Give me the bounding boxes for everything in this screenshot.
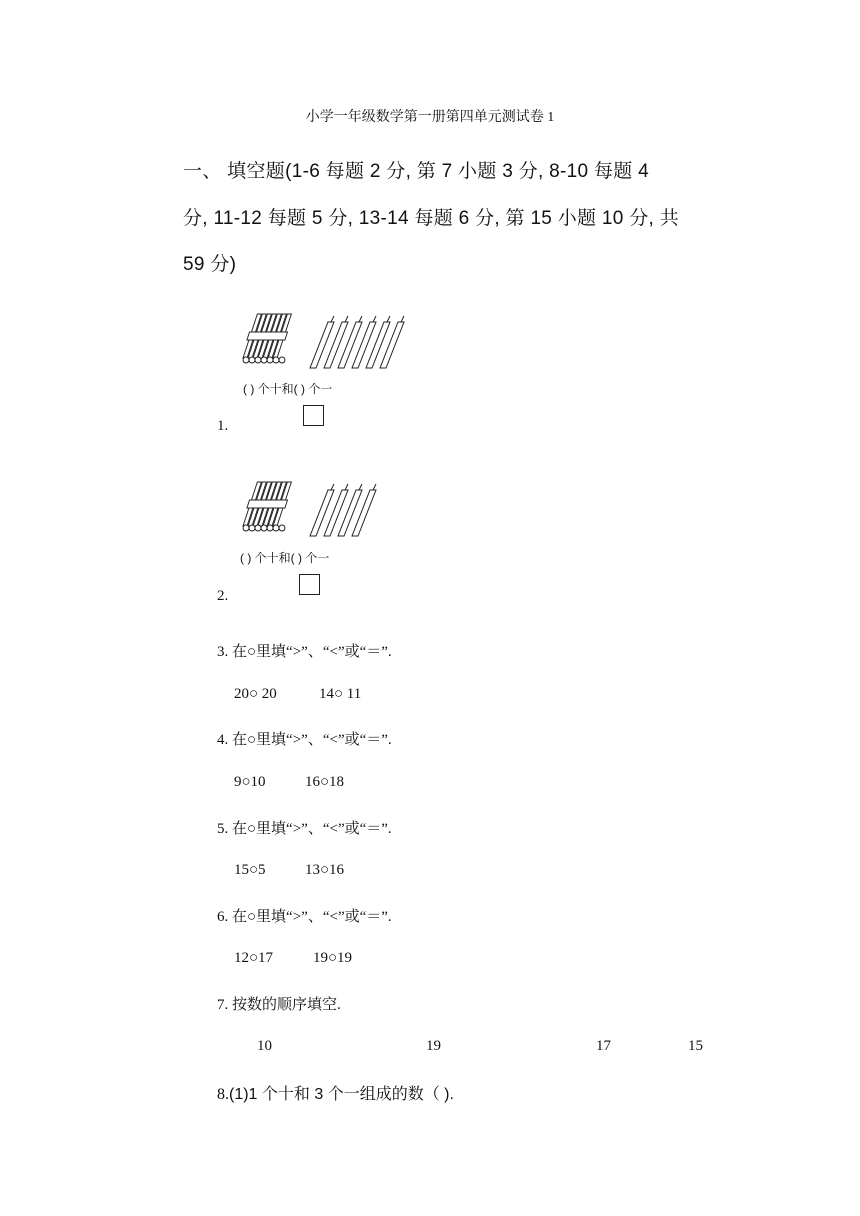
q7-number: 7. (217, 997, 229, 1013)
bundle-and-sticks-illustration (238, 310, 418, 372)
q3-text: 在○里填“>”、“<”或“＝”. (232, 644, 392, 660)
q7-value-3: 17 (596, 1038, 611, 1054)
sticks-figure-q2 (238, 478, 418, 545)
q7-stem (217, 993, 341, 1014)
q6-item-1: 12○17 (234, 950, 274, 966)
q2-answer-box[interactable] (299, 574, 320, 595)
page-title: 小学一年级数学第一册第四单元测试卷 1 (305, 110, 555, 125)
bundle-and-sticks-illustration (238, 478, 418, 540)
q4-text: 在○里填“>”、“<”或“＝”. (232, 732, 392, 748)
q6-stem (217, 905, 392, 926)
sticks-figure-q1 (238, 310, 418, 377)
q4-item-1: 9○10 (234, 774, 266, 790)
q8-stem (217, 1081, 454, 1104)
q7-value-2: 19 (426, 1038, 441, 1054)
q7-value-1: 10 (257, 1038, 272, 1054)
q3-item-1: 20○ 20 (234, 686, 277, 702)
q1-number: 1. (217, 418, 229, 434)
q5-item-2: 13○16 (305, 862, 345, 878)
q3-number: 3. (217, 644, 229, 660)
section-heading-line-1: 一、 填空题(1-6 每题 2 分, 第 7 小题 3 分, 8-10 每题 4 (183, 161, 649, 182)
q7-text: 按数的顺序填空. (232, 997, 341, 1013)
q2-picture-label: ( ) 个十和( ) 个一 (240, 551, 330, 565)
q4-item-2: 16○18 (305, 774, 345, 790)
q4-number: 4. (217, 732, 229, 748)
q5-item-1: 15○5 (234, 862, 266, 878)
q6-number: 6. (217, 909, 229, 925)
q3-stem (217, 640, 392, 661)
section-heading-line-2: 分, 11-12 每题 5 分, 13-14 每题 6 分, 第 15 小题 10 分, 共 (183, 208, 679, 229)
q5-stem (217, 817, 392, 838)
q3-item-2: 14○ 11 (319, 686, 362, 702)
q6-item-2: 19○19 (313, 950, 353, 966)
q7-value-4: 15 (688, 1038, 703, 1054)
q5-text: 在○里填“>”、“<”或“＝”. (232, 821, 392, 837)
q6-text: 在○里填“>”、“<”或“＝”. (232, 909, 392, 925)
section-heading-line-3: 59 分) (183, 254, 237, 275)
q8-text: (1)1 个十和 3 个一组成的数（ ). (229, 1086, 454, 1103)
q1-answer-box[interactable] (303, 405, 324, 426)
q1-picture-label: ( ) 个十和( ) 个一 (243, 382, 333, 396)
q2-number: 2. (217, 588, 229, 604)
q8-number: 8. (217, 1086, 229, 1103)
q4-stem (217, 728, 392, 749)
q5-number: 5. (217, 821, 229, 837)
